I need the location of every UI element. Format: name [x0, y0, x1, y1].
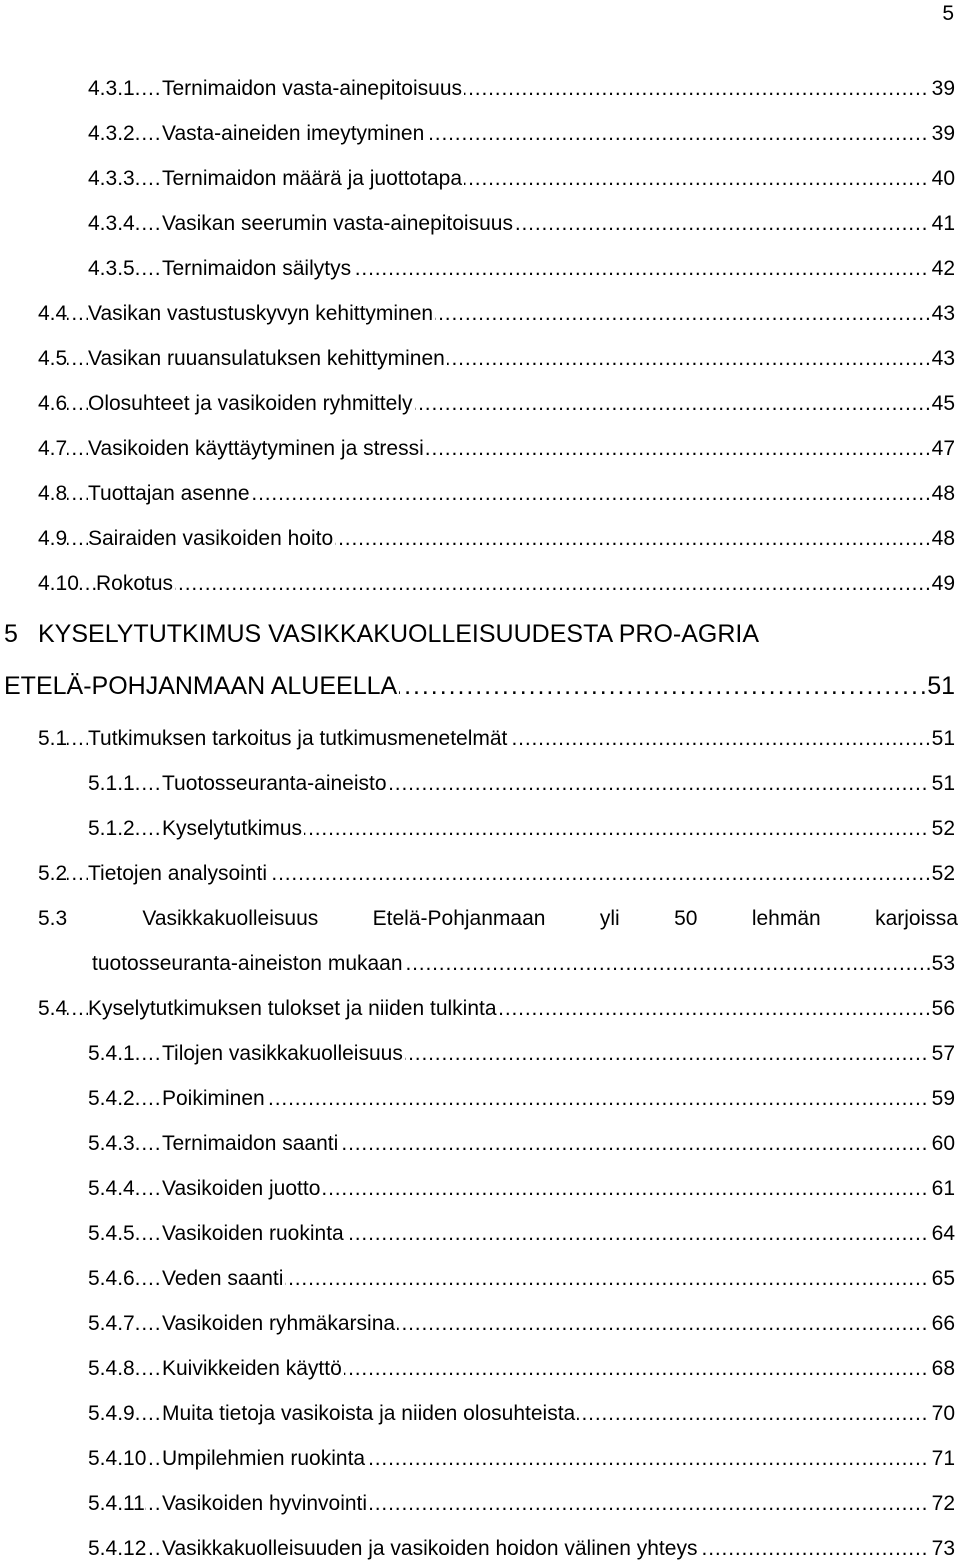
- toc-entry-page: 39: [930, 119, 955, 149]
- toc-entry-page: 39: [930, 74, 955, 104]
- toc-entry-page: 71: [930, 1444, 955, 1474]
- toc-entry-page: 52: [930, 859, 955, 889]
- toc-entry[interactable]: [88, 1084, 955, 1114]
- toc-entry[interactable]: [88, 1039, 955, 1069]
- toc-entry-number: . . . 5.2: [38, 859, 67, 889]
- toc-entry-page: 59: [930, 1084, 955, 1114]
- toc-entry-title: Vasikoiden ryhmäkarsina: [162, 1309, 397, 1339]
- toc-entry[interactable]: [88, 1399, 955, 1429]
- toc-entry-number: . . . 5.4.5: [88, 1219, 135, 1249]
- toc-entry-title: Vasikoiden juotto: [162, 1174, 322, 1204]
- toc-entry[interactable]: [88, 254, 955, 284]
- toc-entry-number: . . . 5.4.11: [88, 1489, 145, 1519]
- toc-entry-number: 5.3: [38, 907, 68, 930]
- toc-entry-title: Rokotus: [96, 569, 175, 599]
- toc-entry-page: 65: [930, 1264, 955, 1294]
- toc-entry[interactable]: [88, 1264, 955, 1294]
- toc-entry[interactable]: [88, 1534, 955, 1564]
- toc-entry-page: 60: [930, 1129, 955, 1159]
- toc-entry-number: . . . 4.3.4: [88, 209, 135, 239]
- toc-entry-title-word: karjoissa: [875, 907, 958, 930]
- toc-entry-page: 64: [930, 1219, 955, 1249]
- toc-entry-title: Vasta-aineiden imeytyminen: [162, 119, 426, 149]
- toc-entry-title: Ternimaidon määrä ja juottotapa: [162, 164, 464, 194]
- toc-entry-page: 48: [930, 524, 955, 554]
- toc-entry-page: 49: [930, 569, 955, 599]
- toc-entry-number: . . . 5.4.10: [88, 1444, 146, 1474]
- toc-entry[interactable]: [88, 814, 955, 844]
- toc-entry[interactable]: [38, 344, 955, 374]
- toc-entry-title: Vasikoiden hyvinvointi: [162, 1489, 369, 1519]
- toc-entry[interactable]: [88, 74, 955, 104]
- toc-entry-title: Poikiminen: [162, 1084, 267, 1114]
- toc-entry-title: Vasikkakuolleisuuden ja vasikoiden hoidon välinen yhteys: [162, 1534, 699, 1564]
- toc-entry-title: Ternimaidon saanti: [162, 1129, 340, 1159]
- toc-entry[interactable]: [38, 569, 955, 599]
- toc-entry[interactable]: [38, 859, 955, 889]
- toc-entry-page: 41: [930, 209, 955, 239]
- toc-entry[interactable]: [88, 119, 955, 149]
- toc-entry[interactable]: [38, 479, 955, 509]
- toc-entry-number: . . . 5.4.3: [88, 1129, 135, 1159]
- toc-entry-title: Veden saanti: [162, 1264, 285, 1294]
- toc-entry-number: . . . 5.1.1: [88, 769, 135, 799]
- toc-entry-number: . . . 4.9: [38, 524, 67, 554]
- toc-entry-title-word: lehmän: [751, 907, 821, 930]
- toc-entry-page: 73: [930, 1534, 955, 1564]
- toc-entry-number: . . . 4.5: [38, 344, 67, 374]
- toc-entry-number: . . . 5.1: [38, 724, 67, 754]
- toc-entry-number: . . . 5.4.12: [88, 1534, 146, 1564]
- toc-entry[interactable]: [88, 1219, 955, 1249]
- toc-entry-page: 43: [930, 299, 955, 329]
- toc-entry-number: . . . 5.4.8: [88, 1354, 135, 1384]
- toc-entry-number: . . . 5.4.7: [88, 1309, 135, 1339]
- toc-entry-page: 53: [930, 949, 955, 979]
- toc-entry-number: . . . 5.4.2: [88, 1084, 135, 1114]
- toc-entry-title: Kyselytutkimus: [162, 814, 304, 844]
- toc-entry-page: 40: [930, 164, 955, 194]
- toc-entry-title: Umpilehmien ruokinta: [162, 1444, 367, 1474]
- toc-entry-number: . . . 4.4: [38, 299, 67, 329]
- toc-entry-number: . . . 4.3.3: [88, 164, 135, 194]
- toc-entry-title: Kyselytutkimuksen tulokset ja niiden tulkinta: [88, 994, 499, 1024]
- toc-entry-title: . . . tuotosseuranta-aineiston mukaan: [92, 949, 405, 979]
- toc-entry-title: Vasikoiden ruokinta: [162, 1219, 346, 1249]
- toc-entry-page: 68: [930, 1354, 955, 1384]
- toc-entry[interactable]: [38, 299, 955, 329]
- toc-entry-number: . . . 4.7: [38, 434, 67, 464]
- toc-entry-number: . . . 4.8: [38, 479, 67, 509]
- toc-entry-title: Ternimaidon säilytys: [162, 254, 353, 284]
- toc-entry-title: Vasikan ruuansulatuksen kehittyminen: [88, 344, 447, 374]
- toc-entry-title: . . . ETELÄ-POHJANMAAN ALUEELLA: [4, 666, 399, 706]
- toc-entry-number: . . . 5.4.6: [88, 1264, 135, 1294]
- page-number: 5: [942, 2, 954, 25]
- toc-entry[interactable]: [92, 949, 955, 979]
- toc-entry[interactable]: [88, 1129, 955, 1159]
- toc-entry[interactable]: [38, 389, 955, 419]
- toc-entry-title: Tietojen analysointi: [88, 859, 269, 889]
- toc-entry-title: Tuotosseuranta-aineisto: [162, 769, 389, 799]
- toc-entry-number: . . . 4.3.5: [88, 254, 135, 284]
- toc-entry-title: KYSELYTUTKIMUS VASIKKAKUOLLEISUUDESTA PRO-AGRIA: [38, 614, 761, 654]
- toc-entry-number: . . . 5.4: [38, 994, 67, 1024]
- toc-entry-title: Vasikan vastustuskyvyn kehittyminen: [88, 299, 435, 329]
- toc-entry-title: Tilojen vasikkakuolleisuus: [162, 1039, 405, 1069]
- toc-entry-title: Ternimaidon vasta-ainepitoisuus: [162, 74, 464, 104]
- toc-entry[interactable]: [38, 724, 955, 754]
- toc-entry-page: 72: [930, 1489, 955, 1519]
- toc-entry-page: 66: [930, 1309, 955, 1339]
- toc-entry-page: 56: [930, 994, 955, 1024]
- toc-entry[interactable]: [88, 1309, 955, 1339]
- toc-entry-title-word: Etelä-Pohjanmaan: [372, 907, 546, 930]
- toc-entry-title-word: Vasikkakuolleisuus: [142, 907, 319, 930]
- toc-entry[interactable]: [88, 1489, 955, 1519]
- toc-chapter-heading[interactable]: [4, 614, 955, 654]
- toc-entry-number: . . . 4.10: [38, 569, 79, 599]
- toc-entry[interactable]: [88, 1174, 955, 1204]
- toc-entry-title: Vasikan seerumin vasta-ainepitoisuus: [162, 209, 515, 239]
- toc-entry[interactable]: [88, 164, 955, 194]
- toc-entry[interactable]: [88, 209, 955, 239]
- toc-entry-page: 51: [930, 769, 955, 799]
- toc-entry-title: Vasikoiden käyttäytyminen ja stressi: [88, 434, 426, 464]
- toc-entry[interactable]: [38, 524, 955, 554]
- toc-entry-page: 45: [930, 389, 955, 419]
- toc-entry-justified[interactable]: [38, 904, 958, 934]
- toc-entry[interactable]: [88, 769, 955, 799]
- toc-entry[interactable]: [4, 666, 955, 706]
- toc-entry-title: Tuottajan asenne: [88, 479, 252, 509]
- toc-entry-number: . . . 5.4.1: [88, 1039, 135, 1069]
- toc-entry-page: 61: [930, 1174, 955, 1204]
- toc-entry-title: Kuivikkeiden käyttö: [162, 1354, 344, 1384]
- toc-entry-page: 51: [925, 666, 955, 706]
- toc-entry-page: 51: [930, 724, 955, 754]
- toc-entry[interactable]: [38, 434, 955, 464]
- toc-entry-page: 70: [930, 1399, 955, 1429]
- toc-entry-title-word: yli: [599, 907, 620, 930]
- toc-entry-title: Olosuhteet ja vasikoiden ryhmittely: [88, 389, 415, 419]
- toc-entry-page: 52: [930, 814, 955, 844]
- toc-entry[interactable]: [88, 1354, 955, 1384]
- toc-entry-page: 57: [930, 1039, 955, 1069]
- toc-entry-number: . . . 5.1.2: [88, 814, 135, 844]
- toc-entry-number: . . . 5.4.4: [88, 1174, 135, 1204]
- toc-entry-page: 43: [930, 344, 955, 374]
- toc-entry-number: . . . 5.4.9: [88, 1399, 135, 1429]
- toc-entry-title-word: 50: [674, 907, 698, 930]
- toc-entry[interactable]: [38, 994, 955, 1024]
- toc-entry-title: Sairaiden vasikoiden hoito: [88, 524, 335, 554]
- toc-entry-number: 5: [4, 614, 18, 654]
- toc-entry-page: 48: [930, 479, 955, 509]
- toc-entry-page: 47: [930, 434, 955, 464]
- toc-entry-number: . . . 4.3.2: [88, 119, 135, 149]
- toc-entry-title: Muita tietoja vasikoista ja niiden olosuhteista: [162, 1399, 577, 1429]
- toc-entry-title: Tutkimuksen tarkoitus ja tutkimusmenetelmät: [88, 724, 509, 754]
- toc-entry-page: 42: [930, 254, 955, 284]
- toc-entry-number: . . . 4.3.1: [88, 74, 135, 104]
- toc-entry-number: . . . 4.6: [38, 389, 67, 419]
- toc-entry[interactable]: [88, 1444, 955, 1474]
